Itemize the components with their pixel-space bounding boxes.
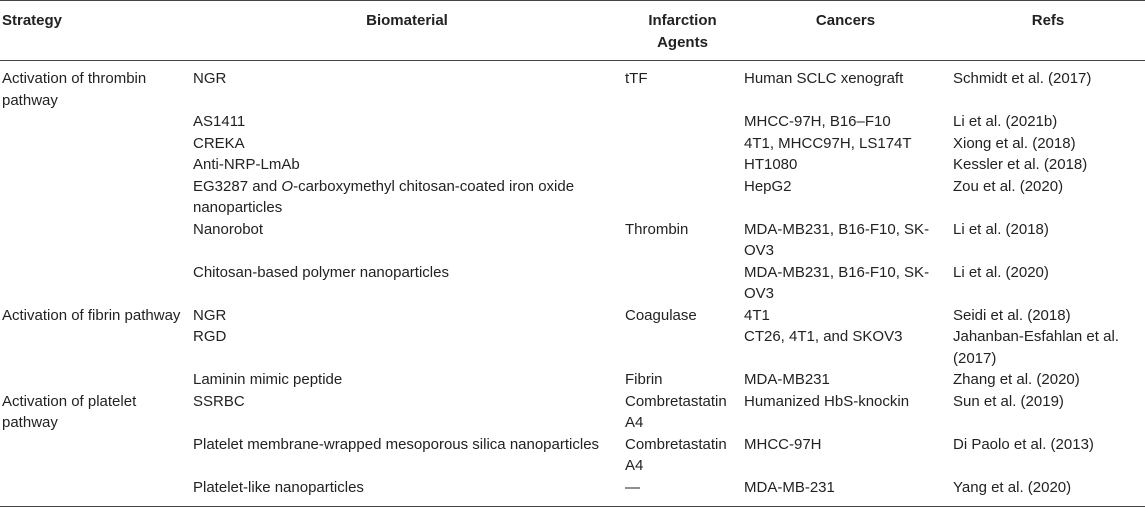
- table-row: [0, 262, 1145, 305]
- table-row: [0, 219, 1145, 262]
- cell-ref: Di Paolo et al. (2013): [953, 435, 1094, 453]
- cell-cancers: CT26, 4T1, and SKOV3: [744, 328, 903, 345]
- cell-cancers: MDA-MB231, B16-F10, SK-OV3: [744, 220, 930, 259]
- cell-biomaterial: NGR: [193, 306, 227, 324]
- cell-ref: Seidi et al. (2018): [953, 306, 1071, 324]
- cell-strategy: [0, 154, 191, 176]
- cell-strategy: [0, 176, 191, 219]
- cell-cancers: Human SCLC xenograft: [744, 70, 904, 87]
- cell-cancers: HepG2: [744, 177, 792, 195]
- table-header: [0, 1, 1145, 61]
- cell-biomaterial: CREKA: [193, 134, 245, 152]
- cell-biomaterial: NGR: [193, 70, 227, 87]
- cell-strategy: [0, 219, 191, 262]
- cell-biomaterial: AS1411: [193, 113, 246, 130]
- table-row: [0, 326, 1145, 369]
- cell-biomaterial: SSRBC: [193, 392, 245, 410]
- header-infarction-agents: [623, 1, 742, 61]
- cell-strategy: Activation of fibrin pathway: [2, 306, 181, 324]
- cell-strategy: Activation of platelet pathway: [2, 392, 137, 431]
- header-strategy: Strategy: [0, 1, 191, 61]
- header-biomaterial: Biomaterial: [191, 1, 623, 61]
- cell-strategy: [0, 133, 191, 155]
- cell-ref: Kessler et al. (2018): [953, 156, 1088, 173]
- table-row: [0, 305, 1145, 327]
- cell-biomaterial: RGD: [193, 328, 227, 345]
- cell-agent: Coagulase: [625, 306, 697, 324]
- table-row: [0, 391, 1145, 434]
- cell-agent: Thrombin: [625, 220, 689, 238]
- table-row: [0, 176, 1145, 219]
- cell-cancers: HT1080: [744, 156, 798, 173]
- cell-ref: Schmidt et al. (2017): [953, 70, 1092, 87]
- cell-cancers: MHCC-97H, B16–F10: [744, 113, 891, 130]
- table-row: [0, 434, 1145, 477]
- cell-biomaterial: Anti-NRP-LmAb: [193, 156, 300, 173]
- cell-agent: Combretastatin A4: [625, 435, 727, 474]
- cell-cancers: MHCC-97H: [744, 435, 822, 453]
- cell-biomaterial: Nanorobot: [193, 220, 264, 238]
- cell-cancers: Humanized HbS-knockin: [744, 392, 910, 410]
- cell-ref: Li et al. (2020): [953, 263, 1049, 281]
- cell-ref: Li et al. (2018): [953, 220, 1049, 238]
- cell-strategy: [0, 434, 191, 477]
- cell-ref: Jahanban-Esfahlan et al. (2017): [953, 328, 1119, 367]
- cell-strategy: [0, 262, 191, 305]
- cell-cancers: 4T1, MHCC97H, LS174T: [744, 134, 912, 152]
- cell-cancers: 4T1: [744, 306, 770, 324]
- cell-biomaterial: Platelet membrane-wrapped mesoporous silica nanoparticles: [193, 435, 600, 453]
- table-row: [0, 133, 1145, 155]
- cell-biomaterial: Platelet-like nanoparticles: [191, 477, 623, 507]
- cell-cancers: MDA-MB-231: [742, 477, 949, 507]
- table-body: [0, 61, 1145, 507]
- table-row: [0, 369, 1145, 391]
- cell-strategy: [0, 477, 191, 507]
- cell-ref: Xiong et al. (2018): [953, 134, 1076, 152]
- cell-strategy: [0, 326, 191, 369]
- cell-biomaterial: Chitosan-based polymer nanoparticles: [193, 263, 449, 281]
- header-agents-line1: Infarction: [648, 12, 717, 29]
- cell-agent: tTF: [625, 70, 648, 87]
- cell-strategy: [0, 369, 191, 391]
- cell-biomaterial: EG3287 and O-carboxymethyl chitosan-coated iron oxide nanoparticles: [193, 177, 575, 216]
- header-refs: Refs: [949, 1, 1145, 61]
- cell-cancers: MDA-MB231, B16-F10, SK-OV3: [744, 263, 930, 302]
- header-agents-line2: Agents: [657, 33, 708, 51]
- table-row: [0, 154, 1145, 176]
- cell-agent: Combretastatin A4: [625, 392, 727, 431]
- cell-ref: Yang et al. (2020): [949, 477, 1145, 507]
- cell-agent: [623, 326, 742, 369]
- cell-agent: [623, 154, 742, 176]
- cell-cancers: MDA-MB231: [744, 371, 830, 388]
- cell-ref: Li et al. (2021b): [953, 113, 1058, 130]
- cell-ref: Zhang et al. (2020): [953, 371, 1080, 388]
- cell-agent: —: [623, 477, 742, 507]
- cell-agent: [623, 133, 742, 155]
- cell-agent: [623, 262, 742, 305]
- cell-biomaterial: Laminin mimic peptide: [193, 371, 343, 388]
- cell-agent: [623, 111, 742, 133]
- table-row: [0, 61, 1145, 112]
- cell-ref: Zou et al. (2020): [953, 177, 1064, 195]
- table-row: [0, 477, 1145, 507]
- cell-strategy: [0, 111, 191, 133]
- cell-agent: Fibrin: [625, 371, 663, 388]
- cell-agent: [623, 176, 742, 219]
- cell-ref: Sun et al. (2019): [953, 392, 1064, 410]
- table-row: [0, 111, 1145, 133]
- header-cancers: Cancers: [742, 1, 949, 61]
- cell-strategy: Activation of thrombin pathway: [2, 70, 147, 109]
